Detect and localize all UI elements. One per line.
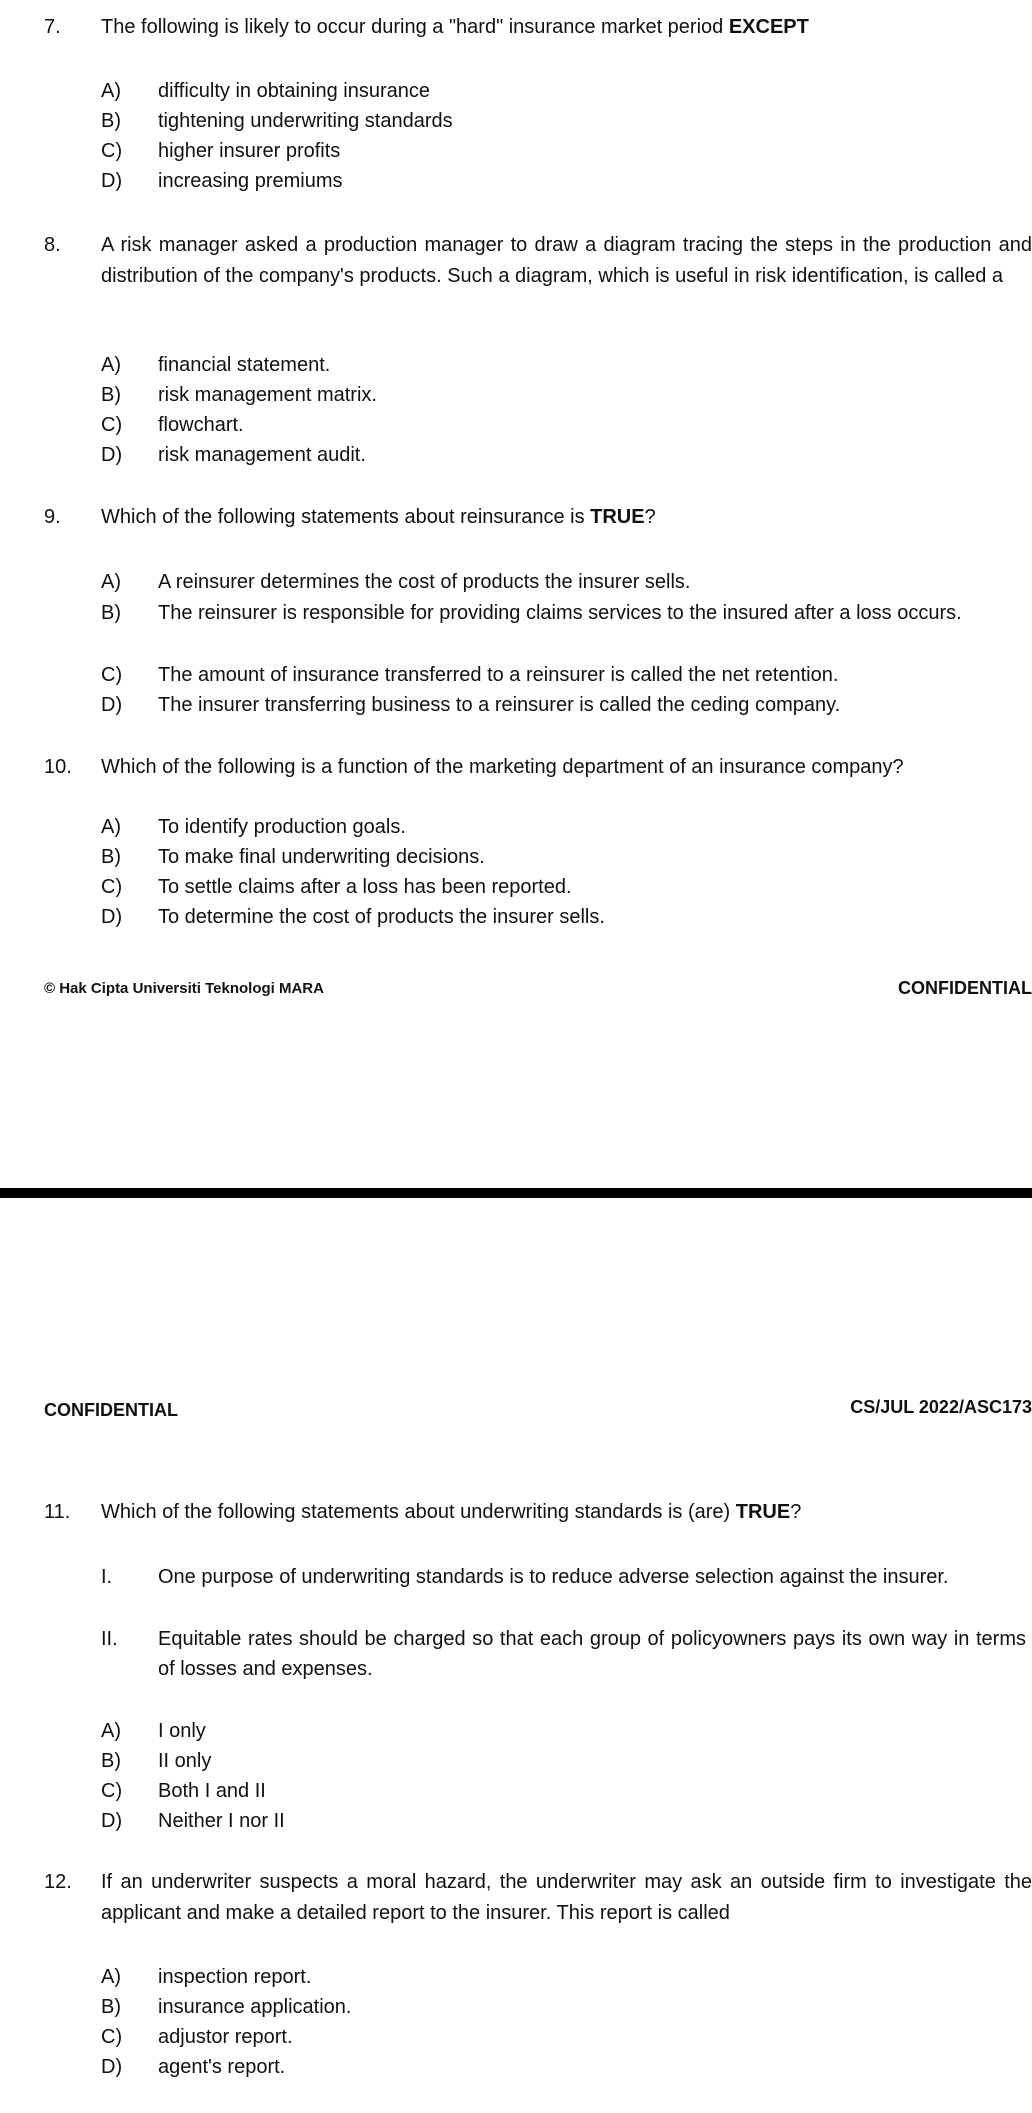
question-text: Which of the following statements about underwriting standards is (are) TRUE? (101, 1501, 802, 1523)
question-text: The following is likely to occur during a "hard" insurance market period EXCEPT (101, 16, 809, 38)
copyright-footer: © Hak Cipta Universiti Teknologi MARA (44, 980, 324, 997)
question-text: Which of the following is a function of the marketing department of an insurance company? (101, 756, 904, 778)
page-divider (0, 1188, 1032, 1198)
confidential-footer: CONFIDENTIAL (898, 978, 1032, 998)
course-code-header: CS/JUL 2022/ASC173 (850, 1397, 1032, 1417)
question-number: 7. (44, 16, 61, 38)
question-number: 10. (44, 756, 72, 778)
question-text: If an underwriter suspects a moral hazard, the underwriter may ask an outside firm to investigate the applicant and make a detailed report to the insurer. This report is called (101, 1871, 1032, 1924)
question-number: 8. (44, 234, 61, 256)
question-text: A risk manager asked a production manager to draw a diagram tracing the steps in the production and distribution of the company's products. Such a diagram, which is useful in risk identification, is called a (101, 234, 1032, 287)
question-number: 11. (44, 1501, 71, 1523)
confidential-header: CONFIDENTIAL (44, 1400, 178, 1420)
question-number: 9. (44, 506, 61, 528)
question-text: Which of the following statements about reinsurance is TRUE? (101, 506, 656, 528)
question-number: 12. (44, 1871, 72, 1893)
